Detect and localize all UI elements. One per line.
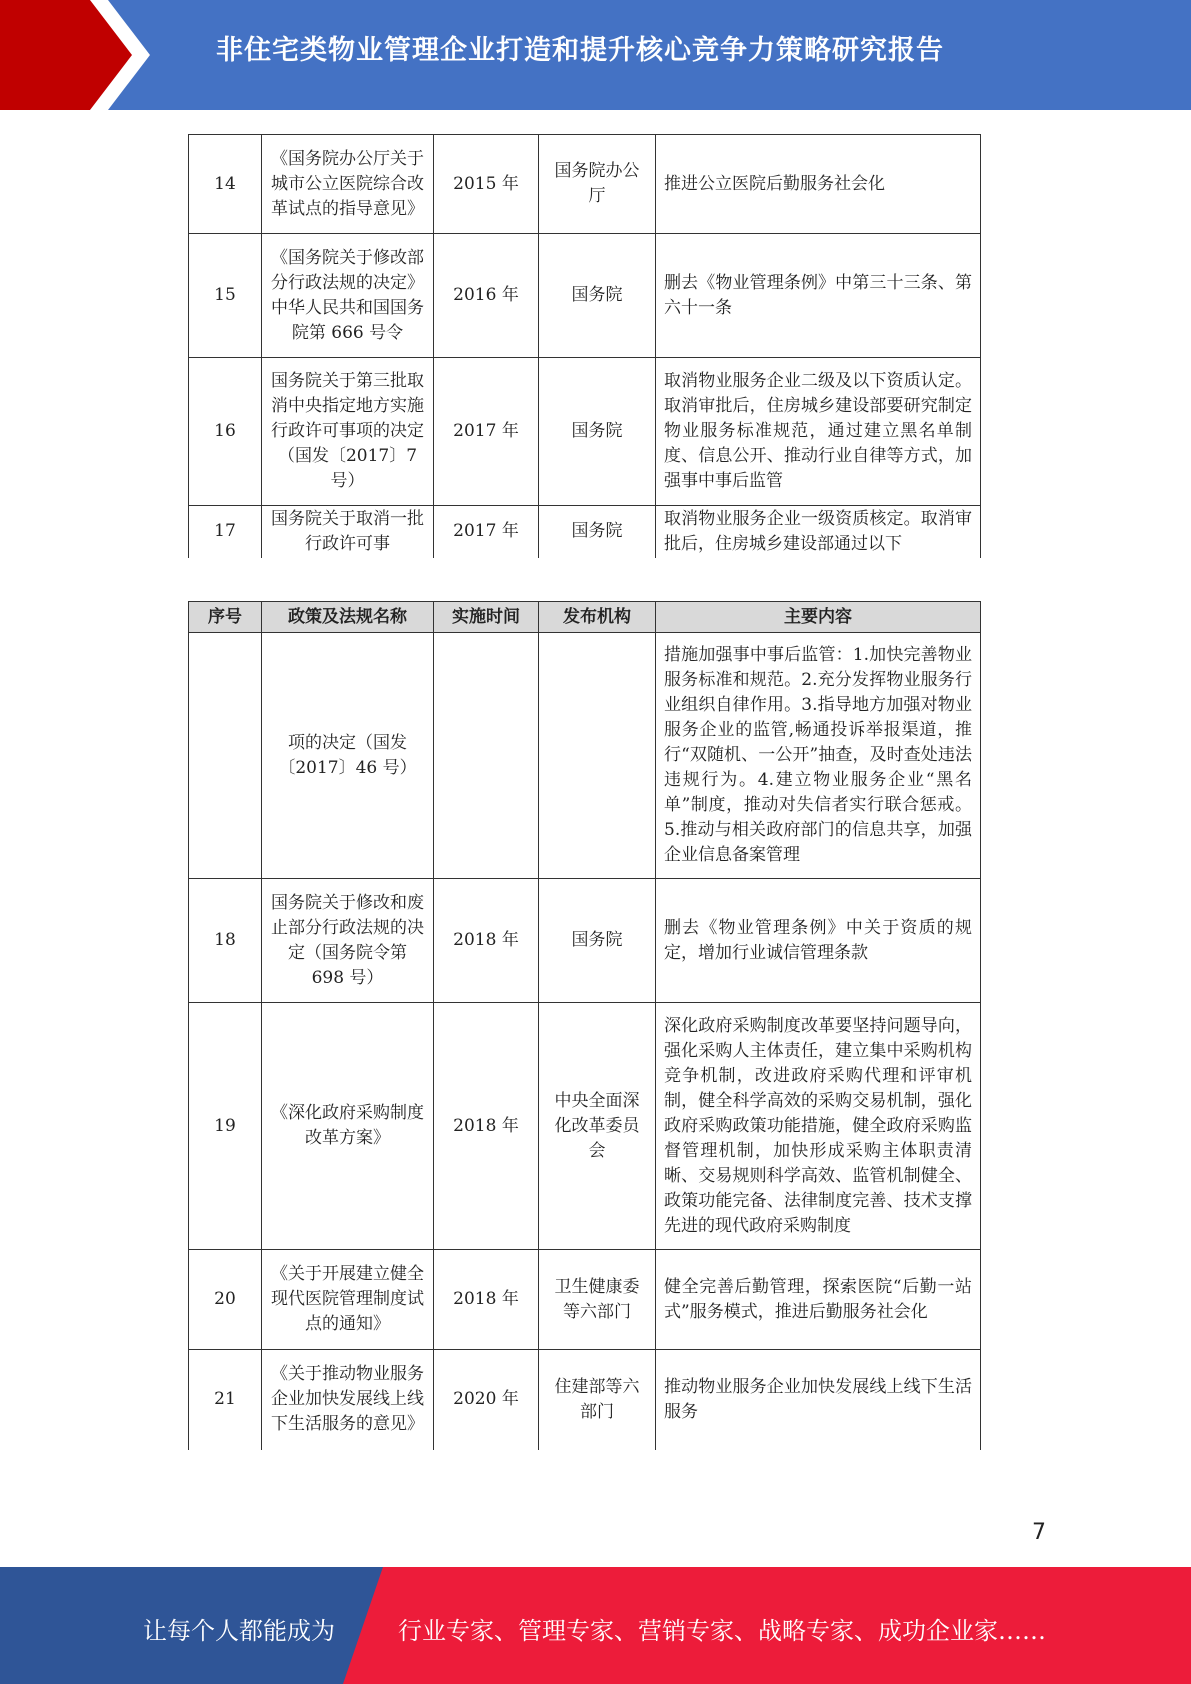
row-time: 2018 年 xyxy=(434,1003,539,1250)
page-number: 7 xyxy=(1032,1520,1046,1545)
row-name: 《深化政府采购制度改革方案》 xyxy=(262,1003,434,1250)
row-name: 国务院关于取消一批行政许可事 xyxy=(262,506,434,558)
row-time: 2018 年 xyxy=(434,879,539,1003)
row-content: 健全完善后勤管理，探索医院“后勤一站式”服务模式，推进后勤服务社会化 xyxy=(656,1250,981,1350)
row-no: 20 xyxy=(189,1250,262,1350)
row-name: 《国务院办公厅关于城市公立医院综合改革试点的指导意见》 xyxy=(262,135,434,234)
page-header xyxy=(0,0,1191,110)
row-no: 17 xyxy=(189,506,262,558)
row-content: 取消物业服务企业一级资质核定。取消审批后，住房城乡建设部通过以下 xyxy=(656,506,981,558)
page-footer xyxy=(0,1567,1191,1684)
row-name: 《关于推动物业服务企业加快发展线上线下生活服务的意见》 xyxy=(262,1350,434,1450)
row-time: 2020 年 xyxy=(434,1350,539,1450)
footer-slogan-right: 行业专家、管理专家、营销专家、战略专家、成功企业家…… xyxy=(398,1617,1046,1645)
row-no: 15 xyxy=(189,234,262,358)
row-no: 21 xyxy=(189,1350,262,1450)
row-org: 国务院 xyxy=(539,879,656,1003)
table-row xyxy=(189,358,981,506)
report-title: 非住宅类物业管理企业打造和提升核心竞争力策略研究报告 xyxy=(216,35,944,66)
row-name: 国务院关于修改和废止部分行政法规的决定（国务院令第 698 号） xyxy=(262,879,434,1003)
row-org xyxy=(539,633,656,879)
row-org: 住建部等六部门 xyxy=(539,1350,656,1450)
row-no: 18 xyxy=(189,879,262,1003)
row-name: 《关于开展建立健全现代医院管理制度试点的通知》 xyxy=(262,1250,434,1350)
row-org: 国务院 xyxy=(539,234,656,358)
row-content: 推动物业服务企业加快发展线上线下生活服务 xyxy=(656,1350,981,1450)
row-name: 《国务院关于修改部分行政法规的决定》中华人民共和国国务院第 666 号令 xyxy=(262,234,434,358)
row-time: 2018 年 xyxy=(434,1250,539,1350)
row-time xyxy=(434,633,539,879)
header-no: 序号 xyxy=(189,602,262,633)
table-row xyxy=(189,1350,981,1450)
header-org: 发布机构 xyxy=(539,602,656,633)
header-content: 主要内容 xyxy=(656,602,981,633)
table-row xyxy=(189,1003,981,1250)
table-row xyxy=(189,879,981,1003)
row-no: 14 xyxy=(189,135,262,234)
row-content: 删去《物业管理条例》中关于资质的规定，增加行业诚信管理条款 xyxy=(656,879,981,1003)
table-row-continued xyxy=(189,633,981,879)
row-content: 删去《物业管理条例》中第三十三条、第六十一条 xyxy=(656,234,981,358)
row-time: 2016 年 xyxy=(434,234,539,358)
row-no: 16 xyxy=(189,358,262,506)
row-org: 国务院 xyxy=(539,358,656,506)
row-org: 中央全面深化改革委员会 xyxy=(539,1003,656,1250)
row-name: 项的决定（国发〔2017〕46 号） xyxy=(262,633,434,879)
table-row xyxy=(189,135,981,234)
row-org: 卫生健康委等六部门 xyxy=(539,1250,656,1350)
row-time: 2017 年 xyxy=(434,506,539,558)
policy-table-top xyxy=(188,134,981,558)
row-no: 19 xyxy=(189,1003,262,1250)
header-name: 政策及法规名称 xyxy=(262,602,434,633)
row-no xyxy=(189,633,262,879)
row-time: 2017 年 xyxy=(434,358,539,506)
table-row xyxy=(189,1250,981,1350)
row-content: 深化政府采购制度改革要坚持问题导向，强化采购人主体责任，建立集中采购机构竞争机制，改进政府采购代理和评审机制，健全科学高效的采购交易机制，强化政府采购政策功能措施，健全政府采购监督管理机制，加快形成采购主体职责清晰、交易规则科学高效、监管机制健全、政策功能完备、法律制度完善、技术支撑先进的现代政府采购制度 xyxy=(656,1003,981,1250)
policy-table-bottom xyxy=(188,601,981,1450)
row-content: 取消物业服务企业二级及以下资质认定。取消审批后，住房城乡建设部要研究制定物业服务标准规范，通过建立黑名单制度、信息公开、推动行业自律等方式，加强事中事后监管 xyxy=(656,358,981,506)
table-row xyxy=(189,234,981,358)
header-time: 实施时间 xyxy=(434,602,539,633)
row-content: 推进公立医院后勤服务社会化 xyxy=(656,135,981,234)
table-header-row xyxy=(189,602,981,633)
row-org: 国务院 xyxy=(539,506,656,558)
row-time: 2015 年 xyxy=(434,135,539,234)
row-name: 国务院关于第三批取消中央指定地方实施行政许可事项的决定（国发〔2017〕7 号） xyxy=(262,358,434,506)
table-row xyxy=(189,506,981,558)
row-content: 措施加强事中事后监管：1.加快完善物业服务标准和规范。2.充分发挥物业服务行业组织自律作用。3.指导地方加强对物业服务企业的监管,畅通投诉举报渠道，推行“双随机、一公开”抽查，及时查处违法违规行为。4.建立物业服务企业“黑名单”制度，推动对失信者实行联合惩戒。5.推动与相关政府部门的信息共享，加强企业信息备案管理 xyxy=(656,633,981,879)
footer-slogan-left: 让每个人都能成为 xyxy=(143,1617,335,1645)
row-org: 国务院办公厅 xyxy=(539,135,656,234)
